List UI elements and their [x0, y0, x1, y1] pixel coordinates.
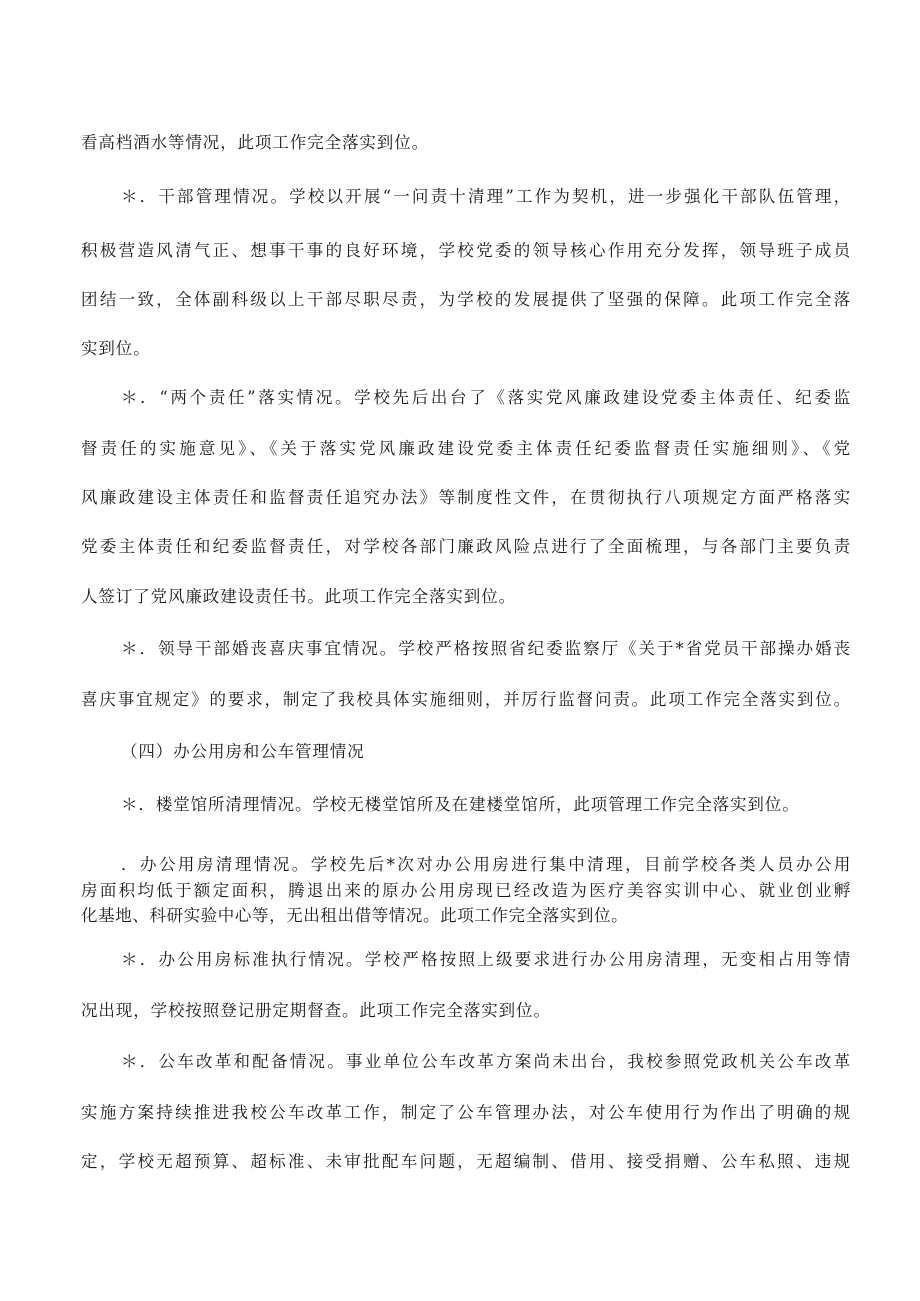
text-line: 实施方案持续推进我校公车改革工作，制定了公车管理办法，对公车使用行为作出了明确的规	[81, 1103, 851, 1122]
text-line: ．办公用房清理情况。学校先后*次对办公用房进行集中清理，目前学校各类人员办公用	[121, 855, 851, 874]
text-line: 人签订了党风廉政建设责任书。此项工作完全落实到位。	[81, 587, 516, 606]
text-line: ＊．“两个责任”落实情况。学校先后出台了《落实党风廉政建设党委主体责任、纪委监	[121, 388, 851, 407]
text-line: ＊．办公用房标准执行情况。学校严格按照上级要求进行办公用房清理，无变相占用等情	[121, 950, 851, 969]
text-line: ＊．干部管理情况。学校以开展“一问责十清理”工作为契机，进一步强化干部队伍管理，	[121, 187, 851, 206]
text-line: 喜庆事宜规定》的要求，制定了我校具体实施细则，并厉行监督问责。此项工作完全落实到位。	[81, 690, 851, 709]
section-heading: （四）办公用房和公车管理情况	[121, 742, 365, 761]
text-line: 团结一致，全体副科级以上干部尽职尽责，为学校的发展提供了坚强的保障。此项工作完全落	[81, 290, 851, 309]
text-line: 定，学校无超预算、超标准、未审批配车问题，无超编制、借用、接受捐赠、公车私照、违规	[81, 1152, 851, 1171]
text-line: 积极营造风清气正、想事干事的良好环境，学校党委的领导核心作用充分发挥，领导班子成员	[81, 241, 851, 260]
text-line: 看高档酒水等情况，此项工作完全落实到位。	[81, 133, 429, 152]
text-line: 风廉政建设主体责任和监督责任追究办法》等制度性文件，在贯彻执行八项规定方面严格落实	[81, 488, 851, 507]
text-line: 房面积均低于额定面积，腾退出来的原办公用房现已经改造为医疗美容实训中心、就业创业孵	[81, 881, 851, 900]
text-line: 党委主体责任和纪委监督责任，对学校各部门廉政风险点进行了全面梳理，与各部门主要负责	[81, 537, 851, 556]
text-line: ＊．领导干部婚丧喜庆事宜情况。学校严格按照省纪委监察厅《关于*省党员干部操办婚丧	[121, 639, 851, 658]
text-line: ＊．楼堂馆所清理情况。学校无楼堂馆所及在建楼堂馆所，此项管理工作完全落实到位。	[121, 795, 800, 814]
text-line: 督责任的实施意见》、《关于落实党风廉政建设党委主体责任纪委监督责任实施细则》、《党	[81, 439, 851, 458]
text-line: 实到位。	[81, 339, 151, 358]
text-line: 化基地、科研实验中心等，无出租出借等情况。此项工作完全落实到位。	[81, 906, 629, 925]
text-line: 况出现，学校按照登记册定期督查。此项工作完全落实到位。	[81, 1001, 551, 1020]
text-line: ＊．公车改革和配备情况。事业单位公车改革方案尚未出台，我校参照党政机关公车改革	[121, 1052, 851, 1071]
